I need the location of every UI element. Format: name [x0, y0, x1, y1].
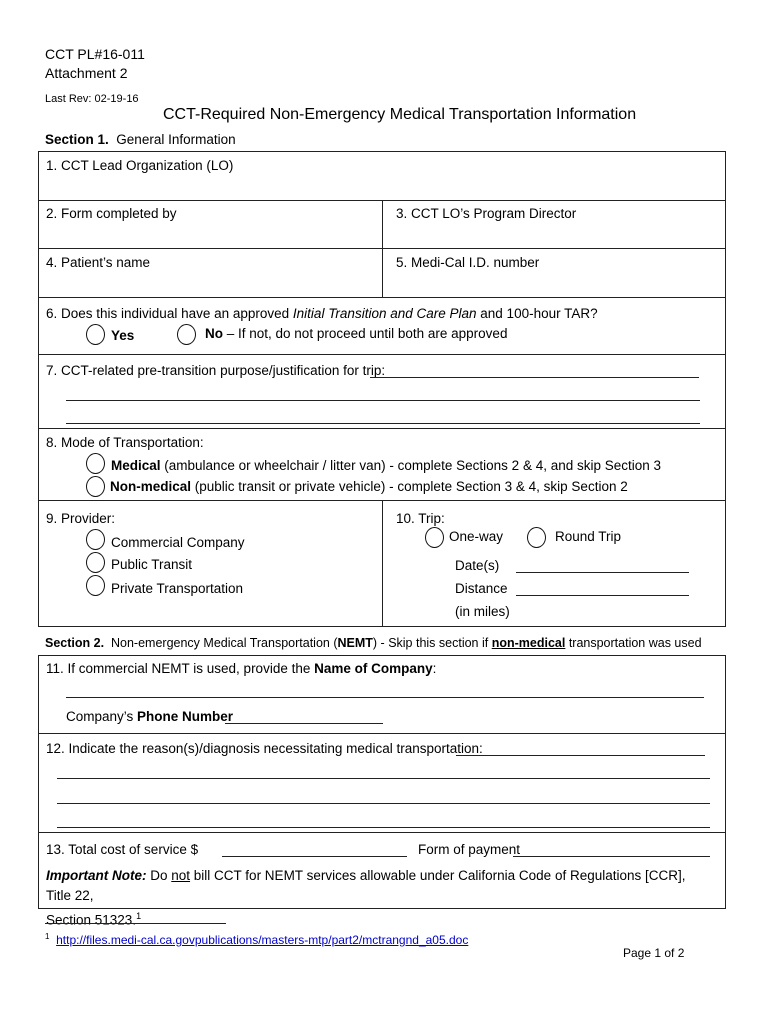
footnote-link[interactable]: http://files.medi-cal.ca.govpublications/masters-mtp/part2/mctrangnd_a05.doc	[56, 933, 469, 947]
q6-question	[46, 306, 598, 321]
q11-company-field[interactable]	[66, 697, 704, 698]
q7-line-2[interactable]	[66, 400, 700, 401]
q6-no-label: No	[205, 326, 223, 341]
q9-private-radio[interactable]	[86, 575, 105, 596]
q13-cost-field[interactable]	[222, 856, 407, 857]
q10-trip-label: 10. Trip:	[396, 511, 445, 526]
q12-reason-label: 12. Indicate the reason(s)/diagnosis necessitating medical transportation:	[46, 741, 483, 756]
q9-commercial-label: Commercial Company	[111, 535, 245, 550]
important-note-text-3: Section 51323.	[46, 912, 137, 928]
q12-line-3[interactable]	[57, 803, 710, 804]
q6-yes-label: Yes	[111, 328, 135, 343]
q8-medical-text	[111, 458, 661, 473]
footnote-mark: 1	[45, 932, 50, 941]
q7-purpose-label: 7. CCT-related pre-transition purpose/justification for trip:	[46, 363, 386, 378]
q13-cost-label: 13. Total cost of service $	[46, 842, 199, 857]
attachment-label: Attachment 2	[45, 65, 128, 81]
q12-line-4[interactable]	[57, 827, 710, 828]
q3-program-director-label: 3. CCT LO’s Program Director	[396, 206, 577, 221]
q10-distance-label: Distance	[455, 581, 508, 596]
q2-form-completed-by-label: 2. Form completed by	[46, 206, 177, 221]
q12-line-2[interactable]	[57, 778, 710, 779]
footnote	[45, 932, 468, 947]
q1-lead-organization-label: 1. CCT Lead Organization (LO)	[46, 158, 234, 173]
q8-nonmedical-label: Non-medical	[110, 479, 192, 494]
q8-medical-radio[interactable]	[86, 453, 105, 474]
page-title: CCT-Required Non-Emergency Medical Transportation Information	[163, 106, 637, 123]
section2-name-bold: NEMT	[337, 636, 373, 650]
section1-name: General Information	[116, 132, 236, 147]
important-note-text-1: Do	[146, 868, 172, 883]
q3-program-director-field[interactable]	[383, 224, 725, 248]
q2-form-completed-by-field[interactable]	[39, 224, 382, 248]
q10-oneway-radio[interactable]	[425, 527, 444, 548]
page-number: Page 1 of 2	[623, 946, 685, 960]
section2-label: Section 2.	[45, 636, 105, 650]
q11-text-bold: Name of Company	[314, 661, 433, 676]
q6-no-note: – If not, do not proceed until both are approved	[223, 326, 508, 341]
q10-roundtrip-radio[interactable]	[527, 527, 546, 548]
q5-medi-cal-id-label: 5. Medi-Cal I.D. number	[396, 255, 540, 270]
q11-text-prefix: 11. If commercial NEMT is used, provide the	[46, 661, 315, 676]
section2-name-prefix: Non-emergency Medical Transportation (	[111, 636, 338, 650]
q8-medical-note: (ambulance or wheelchair / litter van) - complete Sections 2 & 4, and skip Section 3	[160, 458, 662, 473]
q11-text-suffix: :	[432, 661, 437, 676]
q5-medi-cal-id-field[interactable]	[383, 273, 725, 297]
q13-payment-label: Form of payment	[418, 842, 521, 857]
q7-line-3[interactable]	[66, 423, 700, 424]
q6-text-plan: Initial Transition and Care Plan	[292, 306, 477, 321]
q8-nonmedical-note: (public transit or private vehicle) - complete Section 3 & 4, skip Section 2	[191, 479, 628, 494]
q10-roundtrip-label: Round Trip	[555, 529, 622, 544]
q11-phone-label	[66, 709, 233, 724]
section2-name-underline: non-medical	[491, 636, 566, 650]
q6-text-prefix: 6. Does this individual have an approved	[46, 306, 293, 321]
q4-patient-name-label: 4. Patient’s name	[46, 255, 151, 270]
doc-id: CCT PL#16-011	[45, 46, 145, 62]
important-note-not: not	[171, 868, 191, 883]
section2-heading	[45, 636, 702, 650]
q13-payment-field[interactable]	[513, 856, 710, 857]
q11-phone-prefix: Company’s	[66, 709, 138, 724]
important-note	[46, 866, 706, 931]
section1-heading	[45, 132, 236, 147]
q8-nonmedical-text	[110, 479, 628, 494]
q4-patient-name-field[interactable]	[39, 273, 382, 297]
q9-commercial-radio[interactable]	[86, 529, 105, 550]
q6-no-text	[205, 326, 507, 341]
important-note-footnote-ref: 1	[136, 911, 142, 921]
q10-dates-label: Date(s)	[455, 558, 500, 573]
q11-company-label	[46, 661, 436, 676]
q6-text-suffix: and 100-hour TAR?	[476, 306, 598, 321]
q10-oneway-label: One-way	[449, 529, 504, 544]
section2-name-suffix: ) - Skip this section if	[372, 636, 492, 650]
q11-phone-field[interactable]	[225, 723, 383, 724]
q9-provider-label: 9. Provider:	[46, 511, 116, 526]
q8-medical-label: Medical	[111, 458, 161, 473]
q10-distance-field[interactable]	[516, 595, 689, 596]
footnote-divider	[45, 923, 226, 924]
section2-name-end: transportation was used	[565, 636, 702, 650]
q10-miles-label: (in miles)	[455, 604, 510, 619]
important-note-label: Important Note:	[46, 868, 147, 883]
q1-lead-organization-field[interactable]	[39, 176, 725, 200]
q9-public-transit-label: Public Transit	[111, 557, 193, 572]
important-note-text-2: bill CCT for NEMT services allowable under California Code of Regulations [CCR], Title 22,	[46, 868, 686, 903]
last-revision: Last Rev: 02-19-16	[45, 93, 139, 105]
section1-label: Section 1.	[45, 132, 109, 147]
q6-yes-radio[interactable]	[86, 324, 105, 345]
q9-private-label: Private Transportation	[111, 581, 244, 596]
q10-dates-field[interactable]	[516, 572, 689, 573]
q11-phone-bold: Phone Number	[137, 709, 234, 724]
q9-public-transit-radio[interactable]	[86, 552, 105, 573]
q8-nonmedical-radio[interactable]	[86, 476, 105, 497]
q6-no-radio[interactable]	[177, 324, 196, 345]
q12-line-1[interactable]	[456, 755, 705, 756]
q8-mode-label: 8. Mode of Transportation:	[46, 435, 204, 450]
q7-line-1[interactable]	[370, 377, 699, 378]
